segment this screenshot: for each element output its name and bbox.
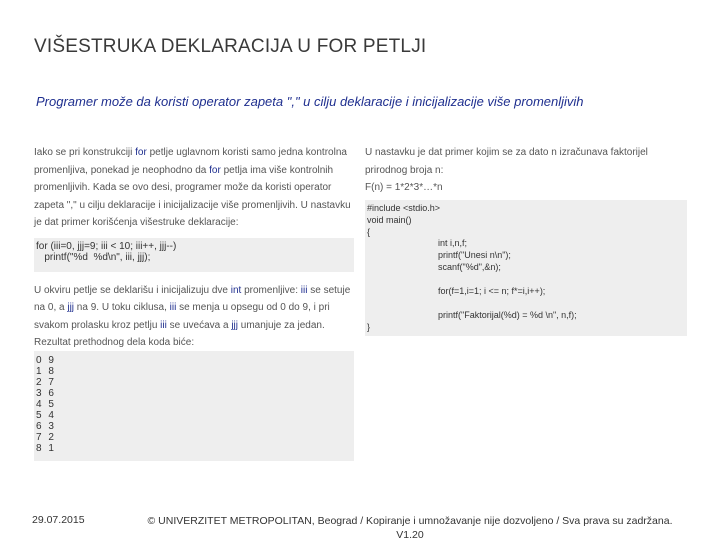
right-column bbox=[365, 144, 687, 197]
output-line: 6 3 bbox=[36, 421, 56, 432]
text-run: Iako se pri konstrukciji bbox=[34, 147, 136, 158]
code-line: { bbox=[367, 227, 371, 237]
slide-subtitle: Programer može da koristi operator zapeta "," u cilju deklaracije i inicijalizacije više promenljivih bbox=[36, 94, 584, 109]
left-explanation-paragraph bbox=[34, 282, 354, 352]
slide-title: VIŠESTRUKA DEKLARACIJA U FOR PETLJI bbox=[34, 36, 427, 57]
code-line: printf("Faktorijal(%d) = %d \n", n,f); bbox=[438, 310, 577, 320]
footer-date: 29.07.2015 bbox=[32, 514, 85, 526]
variable-iii: iii bbox=[300, 284, 308, 296]
text-run: U nastavku je dat primer kojim se za dato n izračunava faktorijel prirodnog broja n: bbox=[365, 147, 648, 176]
code-line: scanf("%d",&n); bbox=[438, 262, 501, 272]
code-line: for (iii=0, jjj=9; iii < 10; iii++, jjj--) bbox=[36, 240, 177, 252]
output-line: 4 5 bbox=[36, 399, 56, 410]
keyword-for: for bbox=[135, 147, 147, 158]
code-line: for(f=1,i=1; i <= n; f*=i,i++); bbox=[438, 286, 546, 296]
code-line: printf("Unesi n\n"); bbox=[438, 250, 511, 260]
output-line: 3 6 bbox=[36, 388, 56, 399]
keyword-for: for bbox=[209, 164, 221, 176]
variable-iii: iii bbox=[160, 319, 167, 331]
output-line: 8 1 bbox=[36, 443, 56, 454]
factorial-formula: F(n) = 1*2*3*…*n bbox=[365, 182, 443, 193]
code-line: int i,n,f; bbox=[438, 238, 468, 248]
factorial-code-block bbox=[365, 200, 687, 336]
code-line: #include <stdio.h> bbox=[367, 203, 441, 213]
output-block bbox=[34, 351, 354, 461]
footer-copyright bbox=[120, 514, 700, 542]
text-run: se uvećava a bbox=[166, 319, 232, 331]
text-run: promenljive: bbox=[241, 284, 301, 296]
output-line: 2 7 bbox=[36, 377, 56, 388]
code-line: void main() bbox=[367, 215, 412, 225]
text-run: U okviru petlje se deklarišu i inicijalizuju dve bbox=[34, 284, 231, 296]
code-line: printf("%d %d\n", iii, jjj); bbox=[36, 251, 151, 263]
output-line: 7 2 bbox=[36, 432, 56, 443]
text-run: petlje uglavnom koristi samo jedna kontrolna promenljiva, ponekad je neophodno da bbox=[34, 147, 347, 176]
text-run: se setuje na 0, a bbox=[34, 284, 351, 313]
output-line: 0 9 bbox=[36, 355, 56, 366]
output-line: 5 4 bbox=[36, 410, 56, 421]
left-column bbox=[34, 144, 354, 352]
keyword-int: int bbox=[230, 284, 242, 296]
right-intro-paragraph bbox=[365, 144, 687, 197]
text-run: se menja u opsegu od 0 do 9, i pri svakom prolasku kroz petlju bbox=[34, 302, 330, 331]
left-intro-paragraph bbox=[34, 144, 354, 232]
variable-jjj: jjj bbox=[67, 302, 75, 313]
variable-jjj: jjj bbox=[231, 319, 238, 331]
text-run: petlja ima više kontrolnih promenljivih. Kada se ovo desi, programer može da koristi operator zapeta "," u cilju deklaracije i inicijalizacije više promenljivih. U nastavku je dat primer korišćenja višestruke deklaracije: bbox=[34, 164, 351, 228]
loop-code-block bbox=[34, 238, 354, 272]
code-line: } bbox=[367, 322, 371, 332]
variable-iii: iii bbox=[169, 302, 177, 313]
text-run: na 9. U toku ciklusa, bbox=[74, 302, 170, 313]
output-line: 1 8 bbox=[36, 366, 56, 377]
copyright-text: © UNIVERZITET METROPOLITAN, Beograd / Kopiranje i umnožavanje nije dozvoljeno / Sva prava su zadržana. bbox=[147, 515, 673, 527]
text-run: umanjuje za jedan. Rezultat prethodnog dela koda biće: bbox=[34, 319, 325, 348]
version-label: V1.20 bbox=[396, 529, 424, 541]
